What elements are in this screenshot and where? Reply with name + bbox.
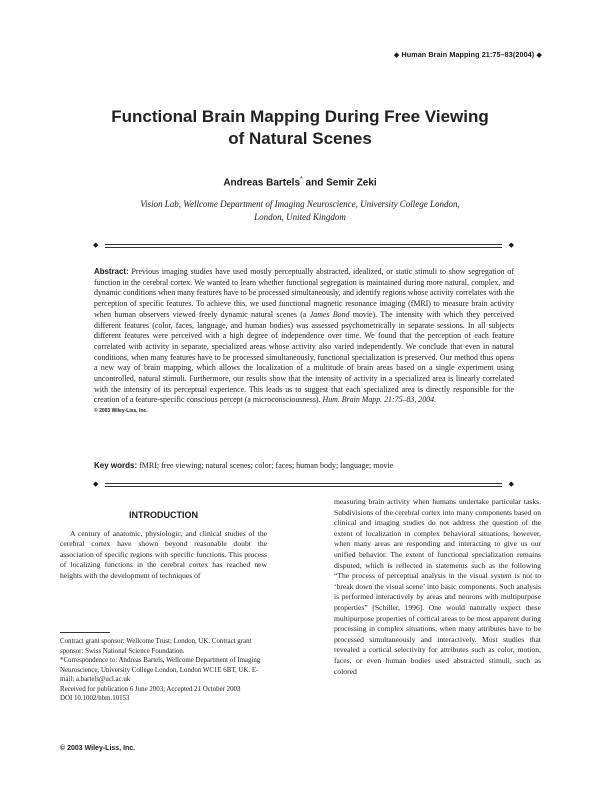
- diamond-icon: ◆: [93, 241, 99, 249]
- keywords-text: fMRI; free viewing; natural scenes; color; faces; human body; language; movie: [137, 461, 394, 470]
- title-line-2: of Natural Scenes: [228, 129, 372, 148]
- received-date: Received for publication 6 June 2003; Accepted 21 October 2003: [60, 685, 241, 693]
- abstract-copyright: © 2003 Wiley-Liss, Inc.: [94, 408, 148, 415]
- author-list: [0, 176, 600, 188]
- footnote-rule: [60, 632, 110, 633]
- correspondence-footnote: *Correspondence to: Andreas Bartels, Wellcome Department of Imaging Neuroscience, University College London, London WC1E 6BT, UK. E-mail: a.bartels@ucl.ac.uk: [60, 657, 261, 683]
- rule-line: [105, 483, 502, 484]
- keywords: [94, 461, 514, 470]
- journal-citation: Human Brain Mapping 21:75–83(2004): [401, 50, 535, 59]
- author-name: Andreas Bartels: [223, 177, 301, 189]
- diamond-icon: ◆: [534, 50, 542, 59]
- affiliation-line: Vision Lab, Wellcome Department of Imaging Neuroscience, University College London,: [140, 199, 460, 209]
- top-double-rule: [93, 242, 514, 250]
- abstract-text: Previous imaging studies have used mostly perceptually abstracted, idealized, or static stimuli to show segregation of function in the cerebral cortex. We wanted to learn whether functional segregation is maintained during more natural, complex, and dynamic conditions when many features have to be processed simultaneously, and identify regions whose activity correlates with the perception of specific features. To achieve this, we used functional magnetic resonance imaging (fMRI) to measure brain activity when human observers viewed freely dynamic natural scenes (a: [94, 267, 514, 319]
- article-title: [60, 106, 540, 150]
- section-heading: INTRODUCTION: [129, 510, 198, 520]
- title-line-1: Functional Brain Mapping During Free Viewing: [111, 107, 489, 126]
- grant-footnote: Contract grant sponsor: Wellcome Trust; London, UK. Contract grant sponsor: Swiss National Science Foundation.: [60, 638, 252, 655]
- abstract-text: movie). The intensity with which they perceived different features (color, faces, language, and human bodies) was assessed psychometrically in separate sessions. In all subjects different features were perceived with a high degree of independence over time. We found that the perception of each feature correlated with activity in separate, specialized areas whose activity also varied independently. We conclude that even in natural conditions, when many features have to be processed simultaneously, functional specialization is preserved. Our method thus opens a new way of brain mapping, which allows the localization of a multitude of brain areas based on a single experiment using uncontrolled, natural stimuli. Furthermore, our results show that the intensity of activity in a specialized area is linearly correlated with the intensity of its perceptual experience. This leads us to suggest that each specialized area is directly responsible for the creation of a feature-specific conscious percept (a microconsciousness).: [94, 309, 515, 405]
- body-paragraph: measuring brain activity when humans undertake particular tasks. Subdivisions of the cerebral cortex into many components based on clinical and imaging studies do not address the question of the extent of localization in complex behavioral situations, however, when many areas are responding and interacting to give us our unified behavior. The extent of functional specialization remains disputed, which is reflected in statements such as the following “The process of perceptual analysis in the visual system is not to ‘break down the visual scene’ into basic components. Such analysis is performed interactively by areas and neurons with multipurpose properties” [Schiller, 1996]. One would naturally expect these multipurpose properties of cortical areas to be most apparent during processing in complex situations, when many attributes have to be processed simultaneously and interactively. Most studies that revealed a cortical selectivity for attributes such as color, motion, faces, or even human bodies used abstracted stimuli, such as colored: [334, 497, 541, 676]
- affiliation: [80, 198, 520, 223]
- author-conjunction: and: [302, 177, 327, 189]
- diamond-icon: ◆: [393, 50, 402, 59]
- correspondence-mark: *: [300, 176, 303, 183]
- bottom-double-rule: [93, 481, 514, 489]
- doi: DOI 10.1002/hbm.10153: [60, 695, 130, 702]
- rule-line: [105, 244, 502, 245]
- page-copyright: © 2003 Wiley-Liss, Inc.: [60, 745, 136, 752]
- diamond-icon: ◆: [508, 480, 514, 488]
- left-column: [60, 510, 267, 582]
- footnotes: [60, 637, 268, 704]
- diamond-icon: ◆: [508, 241, 514, 249]
- journal-running-header: [394, 50, 542, 59]
- diamond-icon: ◆: [93, 480, 99, 488]
- abstract-citation: Hum. Brain Mapp. 21:75–83, 2004.: [322, 395, 437, 405]
- rule-line: [105, 486, 502, 487]
- right-column: [334, 497, 541, 677]
- rule-line: [105, 247, 502, 248]
- body-paragraph: A century of anatomic, physiologic, and clinical studies of the cerebral cortex have shown beyond reasonable doubt the association of specific regions with specific functions. This process of localizing functions in the cerebral cortex has reached new heights with the development of techniques of: [60, 528, 267, 580]
- keywords-label: Key words:: [94, 461, 138, 470]
- abstract-label: Abstract:: [94, 267, 129, 276]
- abstract: [94, 267, 514, 417]
- affiliation-line: London, United Kingdom: [254, 211, 346, 222]
- author-name: Semir Zeki: [326, 177, 377, 189]
- movie-title: James Bond: [309, 309, 350, 319]
